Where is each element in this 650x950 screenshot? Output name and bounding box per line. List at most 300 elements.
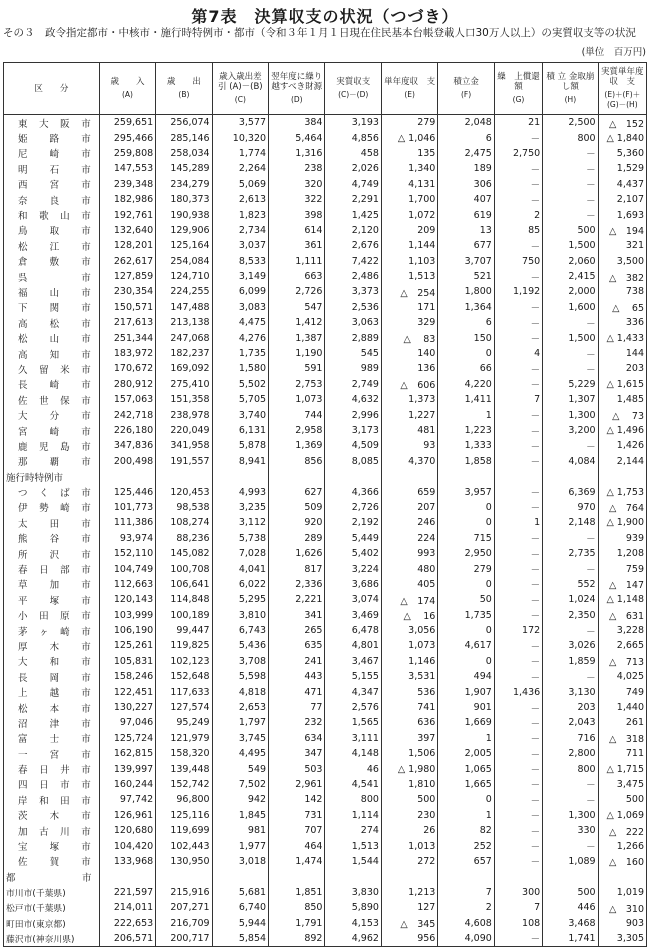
empty-cell — [212, 869, 268, 884]
value-cell: 715 — [438, 531, 494, 546]
value-cell: 1,146 — [381, 654, 437, 669]
column-header — [99, 63, 155, 115]
empty-cell — [438, 869, 494, 884]
value-cell: 2,060 — [543, 254, 598, 269]
value-cell: 5,890 — [325, 900, 381, 915]
value-cell: 800 — [325, 792, 381, 807]
value-cell: 191,557 — [156, 454, 212, 469]
table-row — [4, 746, 647, 761]
value-cell: 104,749 — [99, 561, 155, 576]
value-cell: 361 — [269, 238, 325, 253]
value-cell: 4,276 — [212, 330, 268, 345]
table-row — [4, 284, 647, 299]
city-name: 佐世保市 — [4, 392, 100, 407]
value-cell: 8,533 — [212, 254, 268, 269]
section-label: 施行時特例市 — [4, 469, 100, 484]
value-cell: 903 — [598, 915, 646, 930]
value-cell: － — [494, 561, 542, 576]
value-cell: 4,370 — [381, 454, 437, 469]
value-cell: 120,143 — [99, 592, 155, 607]
value-cell: 4,153 — [325, 915, 381, 930]
value-cell: 1,024 — [543, 592, 598, 607]
value-cell: 77 — [269, 700, 325, 715]
value-cell: 2,889 — [325, 330, 381, 345]
value-cell: － — [494, 438, 542, 453]
value-cell: － — [543, 177, 598, 192]
value-cell: 182,986 — [99, 192, 155, 207]
value-cell: △ 83 — [381, 330, 437, 345]
value-cell: 0 — [438, 515, 494, 530]
value-cell: 119,699 — [156, 823, 212, 838]
value-cell: 1,544 — [325, 854, 381, 869]
value-cell: － — [494, 838, 542, 853]
value-cell: 1,735 — [438, 608, 494, 623]
value-cell: 627 — [269, 484, 325, 499]
value-cell: 1,089 — [543, 854, 598, 869]
value-cell: 127,574 — [156, 700, 212, 715]
value-cell: 464 — [269, 838, 325, 853]
city-name: 宝塚市 — [4, 838, 100, 853]
value-cell: 2,005 — [438, 746, 494, 761]
value-cell: 5,295 — [212, 592, 268, 607]
value-cell: 6,099 — [212, 284, 268, 299]
table-row — [4, 300, 647, 315]
value-cell: 1,565 — [325, 715, 381, 730]
value-cell: 614 — [269, 223, 325, 238]
value-cell: 2,048 — [438, 115, 494, 131]
value-cell: 117,633 — [156, 684, 212, 699]
table-row — [4, 654, 647, 669]
value-cell: 4,041 — [212, 561, 268, 576]
column-header — [269, 63, 325, 115]
value-cell: 322 — [269, 192, 325, 207]
city-name: 伊勢崎市 — [4, 500, 100, 515]
value-cell: 7,422 — [325, 254, 381, 269]
value-cell: 3,373 — [325, 284, 381, 299]
value-cell: 2,726 — [325, 500, 381, 515]
value-cell: 147,553 — [99, 161, 155, 176]
value-cell: 125,261 — [99, 638, 155, 653]
column-header-code: (C)－(D) — [338, 90, 369, 99]
column-header-label: 翌年度に繰り越すべき財源 — [271, 72, 323, 92]
city-name: 鹿児島市 — [4, 438, 100, 453]
value-cell: 500 — [543, 885, 598, 900]
value-cell: 1,192 — [494, 284, 542, 299]
value-cell: 1,144 — [381, 238, 437, 253]
value-cell: 443 — [269, 669, 325, 684]
value-cell: 1,791 — [269, 915, 325, 930]
value-cell: 4,801 — [325, 638, 381, 653]
city-name: 西宮市 — [4, 177, 100, 192]
value-cell: 1,436 — [494, 684, 542, 699]
value-cell: 1,513 — [325, 838, 381, 853]
value-cell: 3,056 — [381, 623, 437, 638]
value-cell: 384 — [269, 115, 325, 131]
value-cell: － — [494, 300, 542, 315]
value-cell: 2,613 — [212, 192, 268, 207]
value-cell: 4,084 — [543, 454, 598, 469]
value-cell: 4,993 — [212, 484, 268, 499]
value-cell: － — [494, 238, 542, 253]
value-cell: 120,680 — [99, 823, 155, 838]
value-cell: 21 — [494, 115, 542, 131]
value-cell: 707 — [269, 823, 325, 838]
value-cell: 4,617 — [438, 638, 494, 653]
value-cell: 3,193 — [325, 115, 381, 131]
value-cell: 207 — [381, 500, 437, 515]
value-cell: 85 — [494, 223, 542, 238]
value-cell: 106,641 — [156, 577, 212, 592]
column-header — [4, 63, 100, 115]
table-row — [4, 838, 647, 853]
value-cell: 4,608 — [438, 915, 494, 930]
value-cell: 1,851 — [269, 885, 325, 900]
value-cell: － — [494, 638, 542, 653]
value-cell: 158,246 — [99, 669, 155, 684]
city-name: 富士市 — [4, 731, 100, 746]
city-name: 一宮市 — [4, 746, 100, 761]
value-cell: 1,700 — [381, 192, 437, 207]
value-cell: － — [494, 577, 542, 592]
section-row — [4, 469, 647, 484]
city-name: 大和市 — [4, 654, 100, 669]
value-cell: 1,500 — [543, 238, 598, 253]
value-cell: 503 — [269, 761, 325, 776]
value-cell: 279 — [438, 561, 494, 576]
value-cell: 329 — [381, 315, 437, 330]
value-cell: 2,750 — [494, 146, 542, 161]
column-header-code: (F) — [460, 90, 472, 99]
value-cell: 124,710 — [156, 269, 212, 284]
value-cell: 2,735 — [543, 546, 598, 561]
value-cell: 230,354 — [99, 284, 155, 299]
value-cell: 217,613 — [99, 315, 155, 330]
table-row — [4, 623, 647, 638]
value-cell: 5,155 — [325, 669, 381, 684]
value-cell: 1 — [438, 731, 494, 746]
column-header-code: (G) — [512, 95, 525, 104]
value-cell: － — [494, 746, 542, 761]
city-name: 春日井市 — [4, 761, 100, 776]
value-cell: 336 — [598, 315, 646, 330]
value-cell: 300 — [494, 885, 542, 900]
value-cell: 3,112 — [212, 515, 268, 530]
value-cell: 446 — [543, 900, 598, 915]
value-cell: 213,138 — [156, 315, 212, 330]
value-cell: 545 — [325, 346, 381, 361]
empty-cell — [543, 469, 598, 484]
value-cell: 254,084 — [156, 254, 212, 269]
city-name: 鳥取市 — [4, 223, 100, 238]
value-cell: 5,944 — [212, 915, 268, 930]
value-cell: △ 713 — [598, 654, 646, 669]
value-cell: 1,440 — [598, 700, 646, 715]
value-cell: － — [494, 777, 542, 792]
value-cell: 1,529 — [598, 161, 646, 176]
value-cell: － — [543, 777, 598, 792]
value-cell: 3,686 — [325, 577, 381, 592]
value-cell: 4,541 — [325, 777, 381, 792]
column-header-code: (C) — [234, 95, 246, 104]
value-cell: 711 — [598, 746, 646, 761]
column-header-code: (A) — [121, 90, 133, 99]
value-cell: 0 — [438, 654, 494, 669]
table-row — [4, 269, 647, 284]
value-cell: 150,571 — [99, 300, 155, 315]
value-cell: 2,291 — [325, 192, 381, 207]
value-cell: 989 — [325, 361, 381, 376]
empty-cell — [543, 869, 598, 884]
table-row — [4, 931, 647, 947]
table-row — [4, 715, 647, 730]
city-name: 小田原市 — [4, 608, 100, 623]
value-cell: － — [543, 346, 598, 361]
value-cell: － — [494, 423, 542, 438]
page-title: 第7表 決算収支の状況（つづき） — [191, 7, 459, 26]
value-cell: － — [543, 192, 598, 207]
value-cell: － — [494, 654, 542, 669]
value-cell: △ 1,980 — [381, 761, 437, 776]
value-cell: 1,845 — [212, 808, 268, 823]
value-cell: 2,726 — [269, 284, 325, 299]
value-cell: 135 — [381, 146, 437, 161]
value-cell: 956 — [381, 931, 437, 947]
value-cell: 4,495 — [212, 746, 268, 761]
value-cell: 262,617 — [99, 254, 155, 269]
table-row — [4, 515, 647, 530]
value-cell: 239,348 — [99, 177, 155, 192]
value-cell: 114,848 — [156, 592, 212, 607]
value-cell: 3,111 — [325, 731, 381, 746]
value-cell: 3,224 — [325, 561, 381, 576]
value-cell: 4,818 — [212, 684, 268, 699]
value-cell: 970 — [543, 500, 598, 515]
value-cell: 7,502 — [212, 777, 268, 792]
value-cell: 8,085 — [325, 454, 381, 469]
value-cell: 105,831 — [99, 654, 155, 669]
value-cell: － — [494, 377, 542, 392]
table-row — [4, 900, 647, 915]
value-cell: 2,753 — [269, 377, 325, 392]
value-cell: 500 — [543, 223, 598, 238]
value-cell: 261 — [598, 715, 646, 730]
value-cell: 7 — [438, 885, 494, 900]
value-cell: 151,358 — [156, 392, 212, 407]
column-header — [543, 63, 598, 115]
value-cell: 5,069 — [212, 177, 268, 192]
value-cell: 200,717 — [156, 931, 212, 947]
value-cell: 230 — [381, 808, 437, 823]
value-cell: 215,916 — [156, 885, 212, 900]
city-name: 長崎市 — [4, 377, 100, 392]
value-cell: 347 — [269, 746, 325, 761]
value-cell: 2,653 — [212, 700, 268, 715]
value-cell: 0 — [438, 792, 494, 807]
value-cell: 108,274 — [156, 515, 212, 530]
value-cell: 102,443 — [156, 838, 212, 853]
value-cell: 3,708 — [212, 654, 268, 669]
value-cell: 850 — [269, 900, 325, 915]
value-cell: 1,340 — [381, 161, 437, 176]
value-cell: 1,735 — [212, 346, 268, 361]
value-cell: － — [543, 207, 598, 222]
value-cell: 397 — [381, 731, 437, 746]
value-cell: 7,028 — [212, 546, 268, 561]
value-cell: 1,693 — [598, 207, 646, 222]
value-cell: 1,227 — [381, 407, 437, 422]
value-cell: 274 — [325, 823, 381, 838]
table-row — [4, 207, 647, 222]
value-cell: △ 382 — [598, 269, 646, 284]
value-cell: 659 — [381, 484, 437, 499]
value-cell: 125,724 — [99, 731, 155, 746]
value-cell: 5,598 — [212, 669, 268, 684]
value-cell: △ 1,615 — [598, 377, 646, 392]
value-cell: 6,740 — [212, 900, 268, 915]
value-cell: 125,164 — [156, 238, 212, 253]
table-row — [4, 577, 647, 592]
value-cell: △ 1,840 — [598, 130, 646, 145]
value-cell: 3,037 — [212, 238, 268, 253]
value-cell: 536 — [381, 684, 437, 699]
value-cell: 1,223 — [438, 423, 494, 438]
value-cell: 731 — [269, 808, 325, 823]
value-cell: － — [494, 330, 542, 345]
value-cell: △ 764 — [598, 500, 646, 515]
column-header-code: (E)＋(F)＋(G)－(H) — [604, 90, 641, 109]
table-row — [4, 192, 647, 207]
value-cell: 341,958 — [156, 438, 212, 453]
city-name: 沼津市 — [4, 715, 100, 730]
value-cell: 221,597 — [99, 885, 155, 900]
value-cell: 509 — [269, 500, 325, 515]
value-cell: 2 — [494, 207, 542, 222]
value-cell: 3,026 — [543, 638, 598, 653]
value-cell: 330 — [543, 823, 598, 838]
value-cell: 2,107 — [598, 192, 646, 207]
value-cell: 2,000 — [543, 284, 598, 299]
value-cell: 3,018 — [212, 854, 268, 869]
value-cell: 7 — [494, 900, 542, 915]
table-row — [4, 777, 647, 792]
unit-label: (単位 百万円) — [581, 47, 646, 58]
value-cell: － — [494, 931, 542, 947]
city-name: 町田市(東京都) — [4, 915, 100, 930]
value-cell: － — [543, 438, 598, 453]
value-cell: 800 — [543, 130, 598, 145]
value-cell: △ 318 — [598, 731, 646, 746]
value-cell: 203 — [598, 361, 646, 376]
value-cell: 1,300 — [543, 407, 598, 422]
value-cell: 0 — [438, 500, 494, 515]
value-cell: － — [494, 161, 542, 176]
value-cell: 3,740 — [212, 407, 268, 422]
value-cell: 0 — [438, 577, 494, 592]
value-cell: 190,938 — [156, 207, 212, 222]
value-cell: － — [494, 269, 542, 284]
value-cell: 162,815 — [99, 746, 155, 761]
table-row — [4, 608, 647, 623]
value-cell: 6,022 — [212, 577, 268, 592]
value-cell: 939 — [598, 531, 646, 546]
value-cell: 2,665 — [598, 638, 646, 653]
value-cell: 10,320 — [212, 130, 268, 145]
value-cell: 13 — [438, 223, 494, 238]
table-row — [4, 330, 647, 345]
value-cell: 3,500 — [598, 254, 646, 269]
column-header-label: 歳 出 — [166, 77, 201, 87]
value-cell: 295,466 — [99, 130, 155, 145]
value-cell: 5,464 — [269, 130, 325, 145]
value-cell: 634 — [269, 731, 325, 746]
table-row — [4, 130, 647, 145]
value-cell: 2,475 — [438, 146, 494, 161]
empty-cell — [212, 469, 268, 484]
value-cell: 6 — [438, 130, 494, 145]
table-row — [4, 854, 647, 869]
city-name: 佐賀市 — [4, 854, 100, 869]
value-cell: 1,411 — [438, 392, 494, 407]
city-name: 熊谷市 — [4, 531, 100, 546]
value-cell: 1,266 — [598, 838, 646, 853]
city-name: 市川市(千葉県) — [4, 885, 100, 900]
value-cell: 241 — [269, 654, 325, 669]
city-name: 草加市 — [4, 577, 100, 592]
value-cell: 102,123 — [156, 654, 212, 669]
city-name: 松戸市(千葉県) — [4, 900, 100, 915]
value-cell: 158,320 — [156, 746, 212, 761]
value-cell: 1,506 — [381, 746, 437, 761]
value-cell: 209 — [381, 223, 437, 238]
value-cell: 3,469 — [325, 608, 381, 623]
column-header-code: (D) — [290, 95, 303, 104]
value-cell: 1,065 — [438, 761, 494, 776]
value-cell: 817 — [269, 561, 325, 576]
value-cell: △ 631 — [598, 608, 646, 623]
value-cell: － — [494, 808, 542, 823]
value-cell: 2,221 — [269, 592, 325, 607]
value-cell: 3,149 — [212, 269, 268, 284]
value-cell: 1,425 — [325, 207, 381, 222]
value-cell: 5,229 — [543, 377, 598, 392]
value-cell: 2,996 — [325, 407, 381, 422]
value-cell: 4,475 — [212, 315, 268, 330]
value-cell: － — [494, 792, 542, 807]
value-cell: 1,797 — [212, 715, 268, 730]
value-cell: 93 — [381, 438, 437, 453]
table-row — [4, 823, 647, 838]
value-cell: 46 — [325, 761, 381, 776]
value-cell: 3,083 — [212, 300, 268, 315]
value-cell: 2,043 — [543, 715, 598, 730]
value-cell: － — [494, 854, 542, 869]
table-subtitle: その３ 政令指定都市・中核市・施行時特例市・都市（令和３年１月１日現在住民基本台帳登載人口30万人以上）の実質収支等の状況 — [3, 27, 636, 39]
column-header — [598, 63, 646, 115]
value-cell: 3,475 — [598, 777, 646, 792]
city-name: 松本市 — [4, 700, 100, 715]
value-cell: 716 — [543, 731, 598, 746]
value-cell: 744 — [269, 407, 325, 422]
empty-cell — [325, 869, 381, 884]
value-cell: － — [494, 407, 542, 422]
value-cell: 125,446 — [99, 484, 155, 499]
empty-cell — [269, 469, 325, 484]
value-cell: 2,336 — [269, 577, 325, 592]
value-cell: 285,146 — [156, 130, 212, 145]
value-cell: 4,632 — [325, 392, 381, 407]
value-cell: △ 147 — [598, 577, 646, 592]
value-cell: 93,974 — [99, 531, 155, 546]
